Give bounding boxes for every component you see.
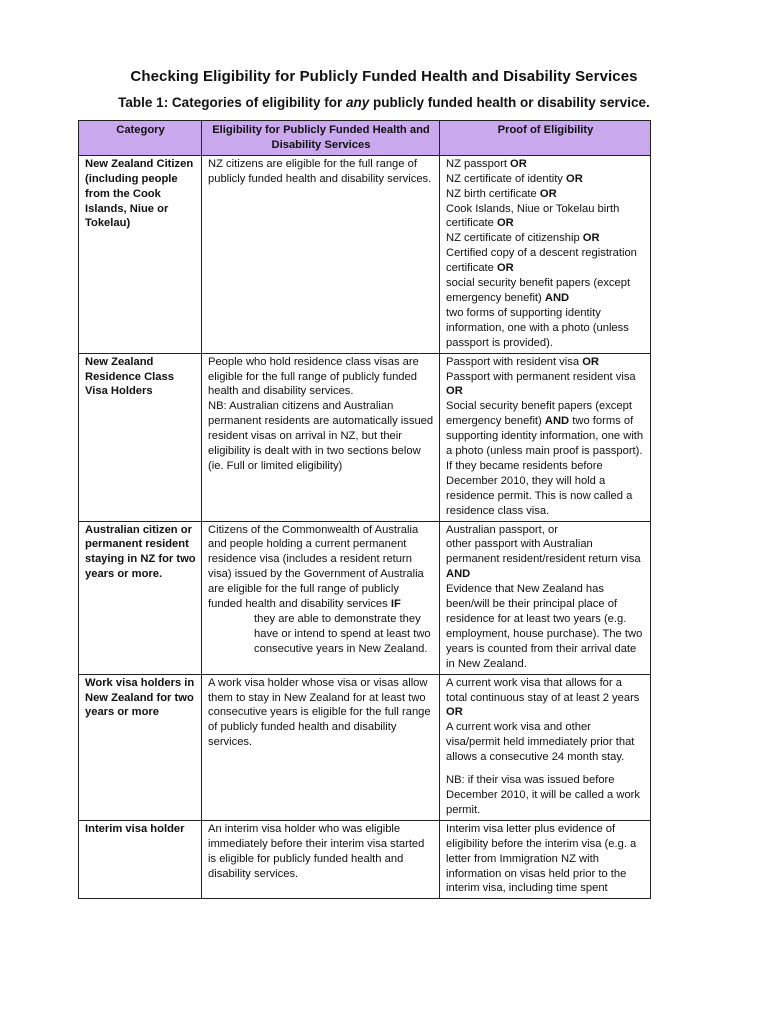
header-eligibility: Eligibility for Publicly Funded Health and Disability Services xyxy=(202,121,440,156)
eligibility-cell: People who hold residence class visas are eligible for the full range of publicly funded health and disability services. NB: Australian citizens and Australian permanent residents are automatically issued resident visas on arrival in NZ, but their eligibility is dealt with in two sections below (ie. Full or limited eligibility) xyxy=(202,353,440,521)
caption-prefix: Table 1: Categories of eligibility for xyxy=(118,95,346,110)
document-title: Checking Eligibility for Publicly Funded Health and Disability Services xyxy=(130,68,638,85)
proof-cell: Australian passport, or other passport with Australian permanent resident/resident return visa AND Evidence that New Zealand has been/will be their principal place of residence for at least two years (e.g. employment, house purchase). The two years is counted from their arrival date in New Zealand. xyxy=(440,521,651,674)
table-header-row xyxy=(79,121,651,156)
eligibility-cell: A work visa holder whose visa or visas allow them to stay in New Zealand for at least two consecutive years is eligible for the full range of publicly funded health and disability services. xyxy=(202,674,440,820)
table-caption xyxy=(0,95,768,110)
eligibility-cell: An interim visa holder who was eligible immediately before their interim visa started is eligible for publicly funded health and disability services. xyxy=(202,820,440,899)
table-row xyxy=(79,820,651,899)
category-cell: Work visa holders in New Zealand for two years or more xyxy=(79,674,202,820)
table-row xyxy=(79,353,651,521)
caption-suffix: publicly funded health or disability service. xyxy=(369,95,650,110)
eligibility-cell: Citizens of the Commonwealth of Australia and people holding a current permanent residence visa (includes a resident return visa) issued by the Government of Australia are eligible for the full range of publicly funded health and disability services IF they are able to demonstrate they have or intend to spend at least two consecutive years in New Zealand. xyxy=(202,521,440,674)
proof-cell: NZ passport OR NZ certificate of identity OR NZ birth certificate OR Cook Islands, Niue or Tokelau birth certificate OR NZ certificate of citizenship OR Certified copy of a descent registration certificate OR social security benefit papers (except emergency benefit) AND two forms of supporting identity information, one with a photo (unless passport is provided). xyxy=(440,155,651,353)
proof-cell: Interim visa letter plus evidence of eligibility before the interim visa (e.g. a letter from Immigration NZ with information on visas held prior to the interim visa, including time spent xyxy=(440,820,651,899)
proof-cell: Passport with resident visa OR Passport with permanent resident visa OR Social security benefit papers (except emergency benefit) AND two forms of supporting identity information, one with a photo (unless main proof is passport). If they became residents before December 2010, they will hold a residence permit. This is now called a residence class visa. xyxy=(440,353,651,521)
table-row xyxy=(79,674,651,820)
category-cell: New Zealand Citizen (including people from the Cook Islands, Niue or Tokelau) xyxy=(79,155,202,353)
proof-cell: A current work visa that allows for a total continuous stay of at least 2 years OR A current work visa and other visa/permit held immediately prior that allows a consecutive 24 month stay. NB: if their visa was issued before December 2010, it will be called a work permit. xyxy=(440,674,651,820)
category-cell: Australian citizen or permanent resident staying in NZ for two years or more. xyxy=(79,521,202,674)
table-row xyxy=(79,155,651,353)
table-row xyxy=(79,521,651,674)
eligibility-cell: NZ citizens are eligible for the full range of publicly funded health and disability services. xyxy=(202,155,440,353)
caption-emphasis: any xyxy=(345,95,370,110)
category-cell: New Zealand Residence Class Visa Holders xyxy=(79,353,202,521)
header-proof: Proof of Eligibility xyxy=(440,121,651,156)
eligibility-table xyxy=(78,120,651,899)
header-category: Category xyxy=(79,121,202,156)
category-cell: Interim visa holder xyxy=(79,820,202,899)
